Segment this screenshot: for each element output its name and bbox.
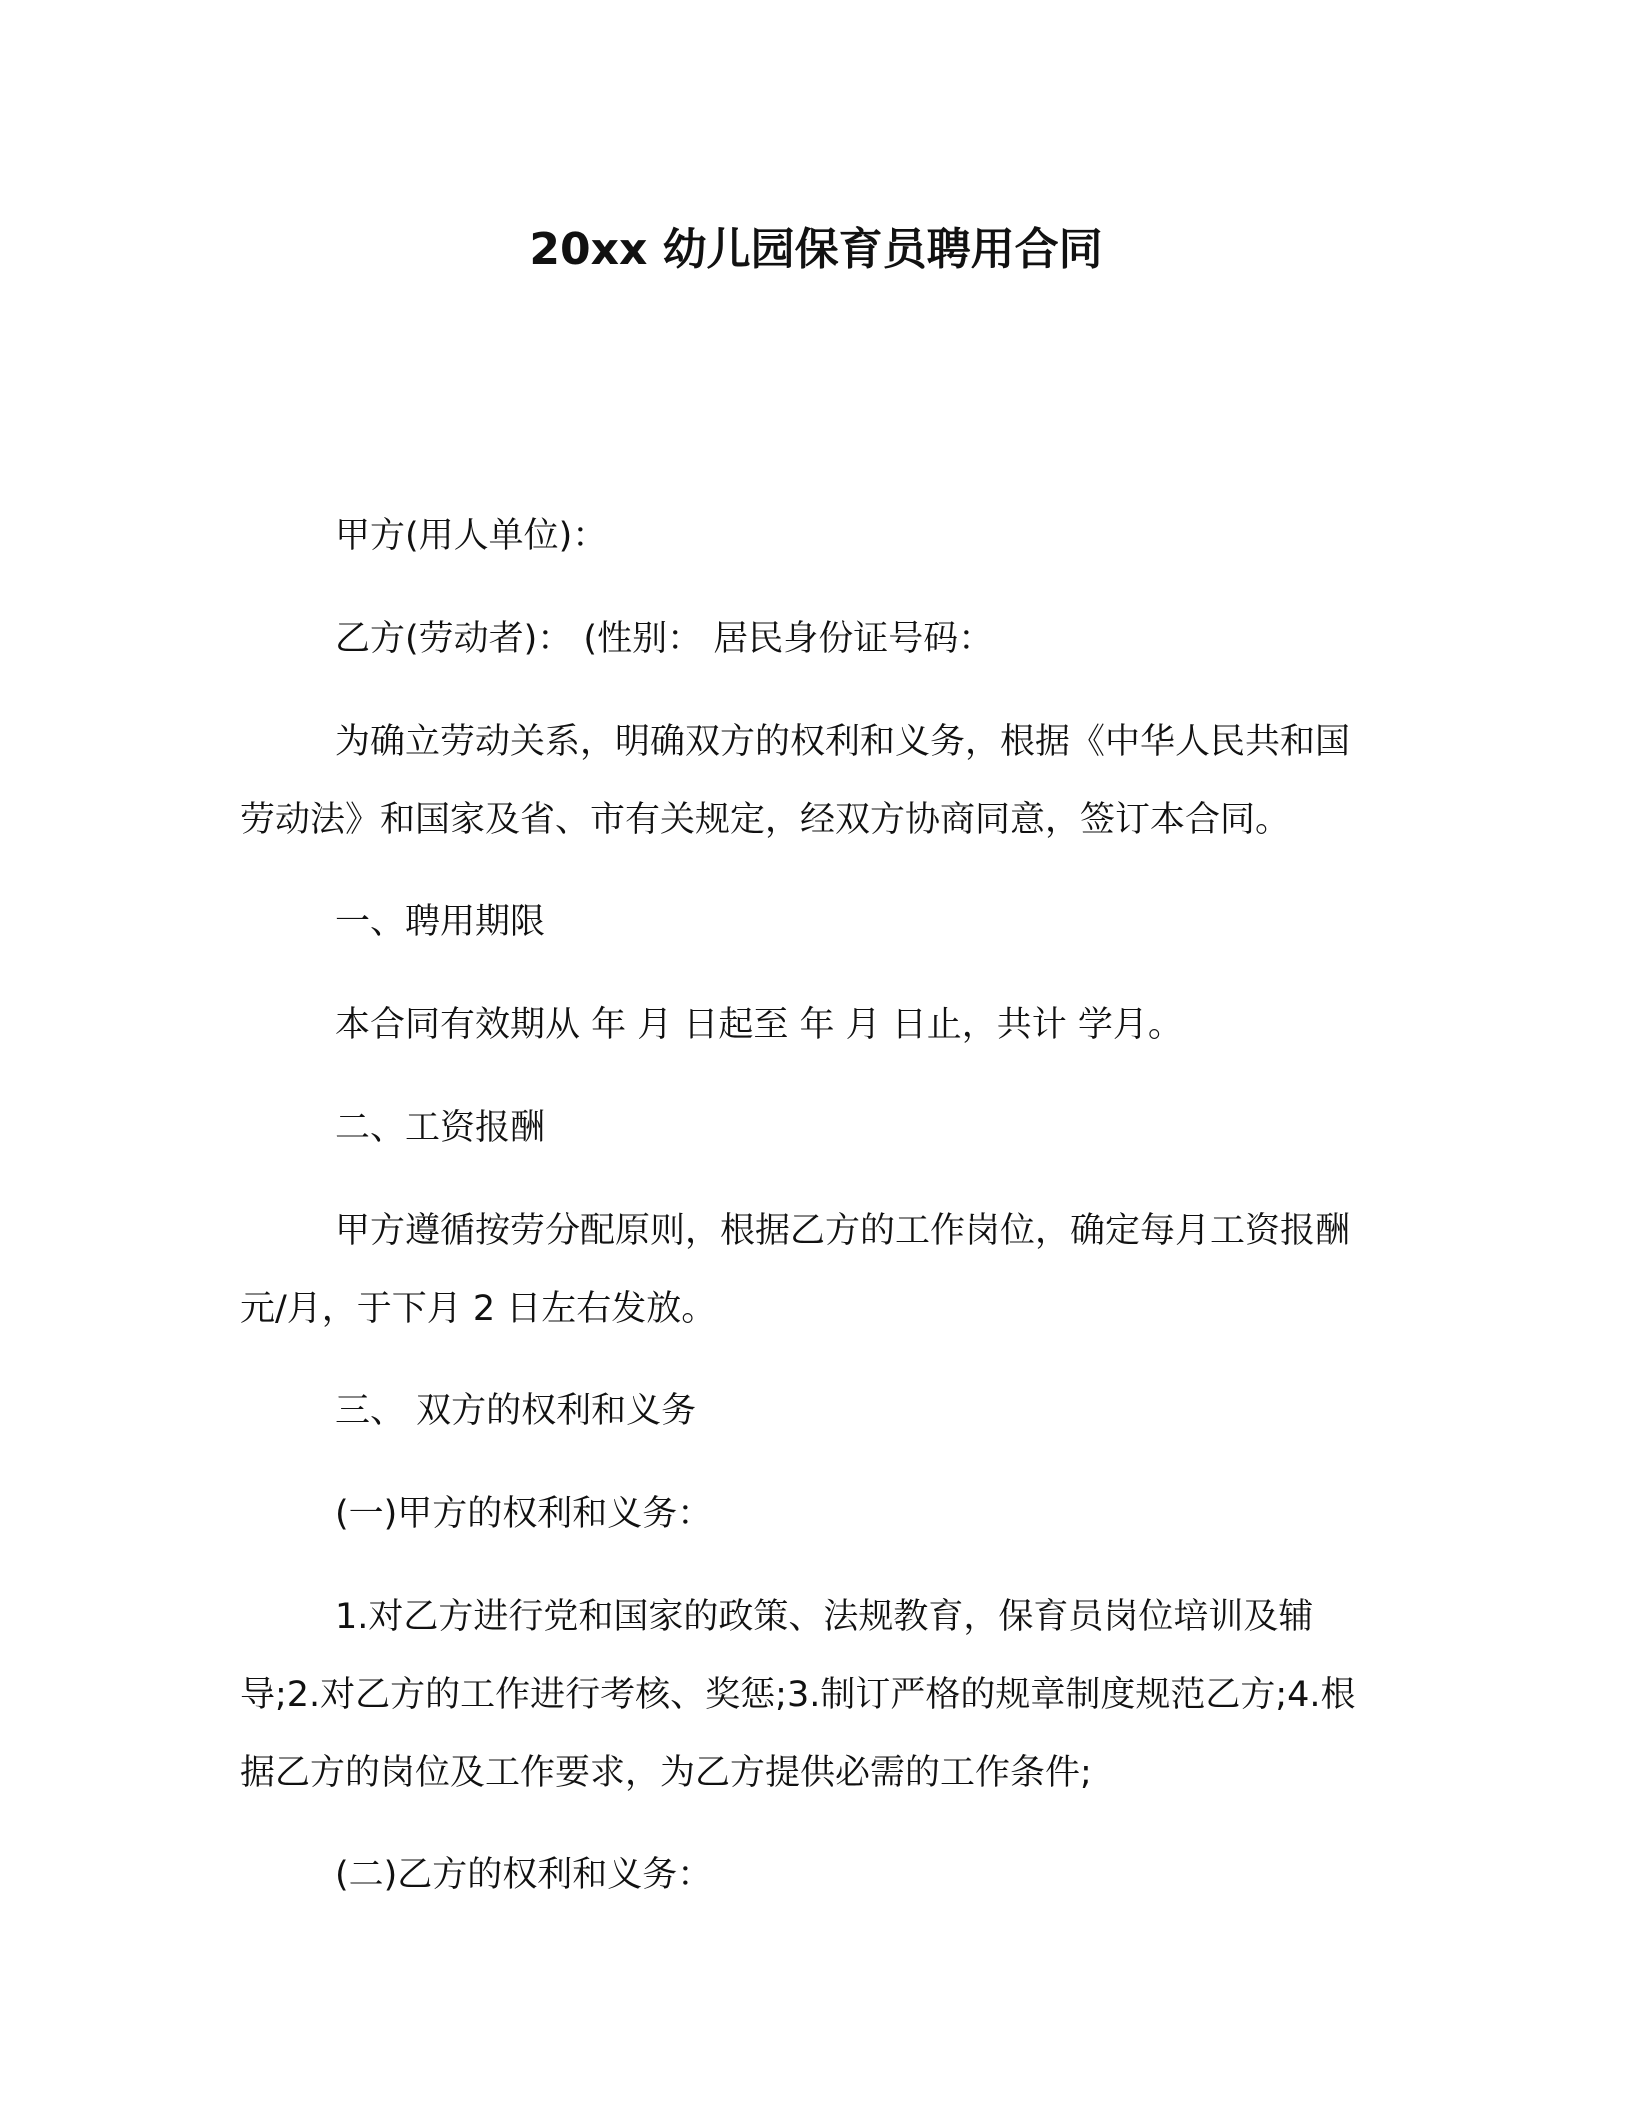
section-heading-term: 一、聘用期限	[335, 902, 546, 942]
document-title: 20xx 幼儿园保育员聘用合同	[529, 224, 1103, 275]
section-heading-rights: 三、 双方的权利和义务	[335, 1391, 697, 1431]
term-paragraph: 本合同有效期从 年 月 日起至 年 月 日止，共计 学月。	[335, 1005, 1183, 1045]
party-a-line: 甲方(用人单位)：	[335, 516, 608, 556]
party-a-duties-paragraph: 1.对乙方进行党和国家的政策、法规教育，保育员岗位培训及辅导;2.对乙方的工作进行考核、奖惩;3.制订严格的规章制度规范乙方;4.根据乙方的岗位及工作要求，为乙方提供必需的工作条件;	[240, 1597, 1356, 1793]
preamble-paragraph: 为确立劳动关系，明确双方的权利和义务，根据《中华人民共和国劳动法》和国家及省、市有关规定，经双方协商同意，签订本合同。	[240, 722, 1351, 840]
section-heading-salary: 二、工资报酬	[335, 1108, 546, 1148]
party-b-line: 乙方(劳动者)： (性别： 居民身份证号码：	[335, 619, 994, 659]
salary-paragraph: 甲方遵循按劳分配原则，根据乙方的工作岗位，确定每月工资报酬 元/月，于下月 2 日左右发放。	[240, 1211, 1351, 1329]
subsection-heading-party-a: (一)甲方的权利和义务：	[335, 1494, 713, 1534]
subsection-heading-party-b: (二)乙方的权利和义务：	[335, 1855, 713, 1895]
